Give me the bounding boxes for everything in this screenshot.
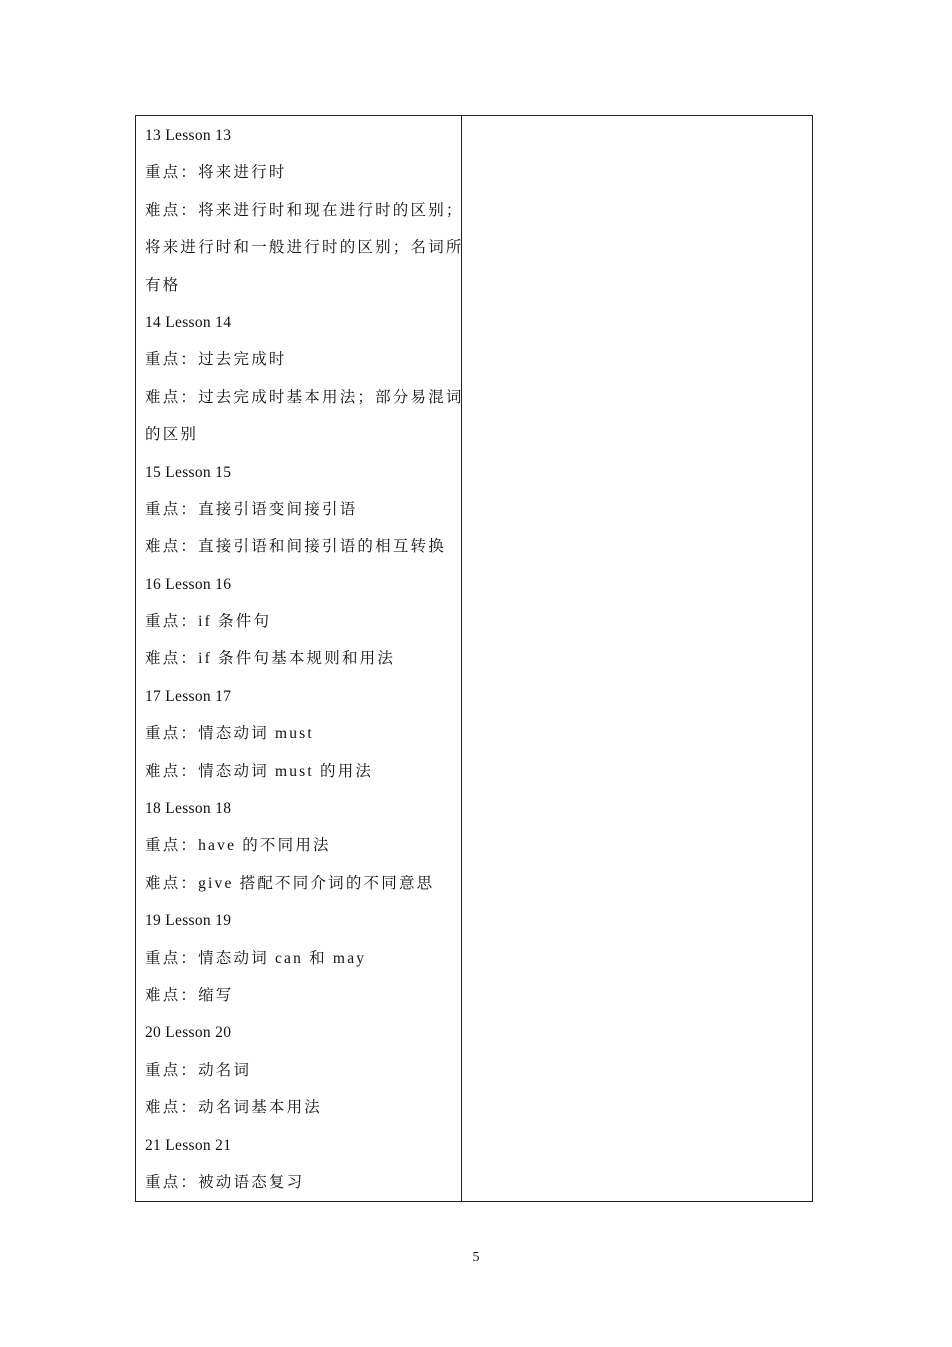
key-point: 重点：将来进行时 xyxy=(145,164,287,182)
difficult-point: 难点：情态动词 must 的用法 xyxy=(145,762,374,780)
difficult-point: 难点：缩写 xyxy=(145,986,234,1004)
lesson-heading: 21 Lesson 21 xyxy=(145,1136,232,1154)
lesson-table xyxy=(135,115,813,1202)
difficult-point: 难点：将来进行时和现在进行时的区别； xyxy=(145,201,464,219)
page-number: 5 xyxy=(472,1250,480,1265)
lesson-heading: 20 Lesson 20 xyxy=(145,1024,232,1042)
difficult-point: 难点：直接引语和间接引语的相互转换 xyxy=(145,538,446,556)
key-point: 重点：直接引语变间接引语 xyxy=(145,500,358,518)
lesson-heading: 15 Lesson 15 xyxy=(145,463,232,481)
difficult-point-cont: 的区别 xyxy=(145,426,199,444)
key-point: 重点：if 条件句 xyxy=(145,613,272,631)
key-point: 重点：过去完成时 xyxy=(145,351,287,369)
difficult-point-cont: 有格 xyxy=(145,276,181,294)
key-point: 重点：被动语态复习 xyxy=(145,1173,305,1191)
notes-column xyxy=(462,116,812,1201)
lesson-column xyxy=(136,116,462,1201)
difficult-point: 难点：过去完成时基本用法；部分易混词 xyxy=(145,388,464,406)
key-point: 重点：have 的不同用法 xyxy=(145,837,331,855)
difficult-point: 难点：give 搭配不同介词的不同意思 xyxy=(145,874,435,892)
lesson-heading: 17 Lesson 17 xyxy=(145,687,232,705)
key-point: 重点：情态动词 can 和 may xyxy=(145,949,367,967)
key-point: 重点：动名词 xyxy=(145,1061,252,1079)
lesson-heading: 16 Lesson 16 xyxy=(145,575,232,593)
difficult-point: 难点：动名词基本用法 xyxy=(145,1099,323,1117)
lesson-heading: 18 Lesson 18 xyxy=(145,800,232,818)
difficult-point-cont: 将来进行时和一般进行时的区别；名词所 xyxy=(145,239,464,257)
lesson-heading: 19 Lesson 19 xyxy=(145,912,232,930)
difficult-point: 难点：if 条件句基本规则和用法 xyxy=(145,650,396,668)
lesson-heading: 14 Lesson 14 xyxy=(145,313,232,331)
key-point: 重点：情态动词 must xyxy=(145,725,314,743)
lesson-heading: 13 Lesson 13 xyxy=(145,127,232,144)
